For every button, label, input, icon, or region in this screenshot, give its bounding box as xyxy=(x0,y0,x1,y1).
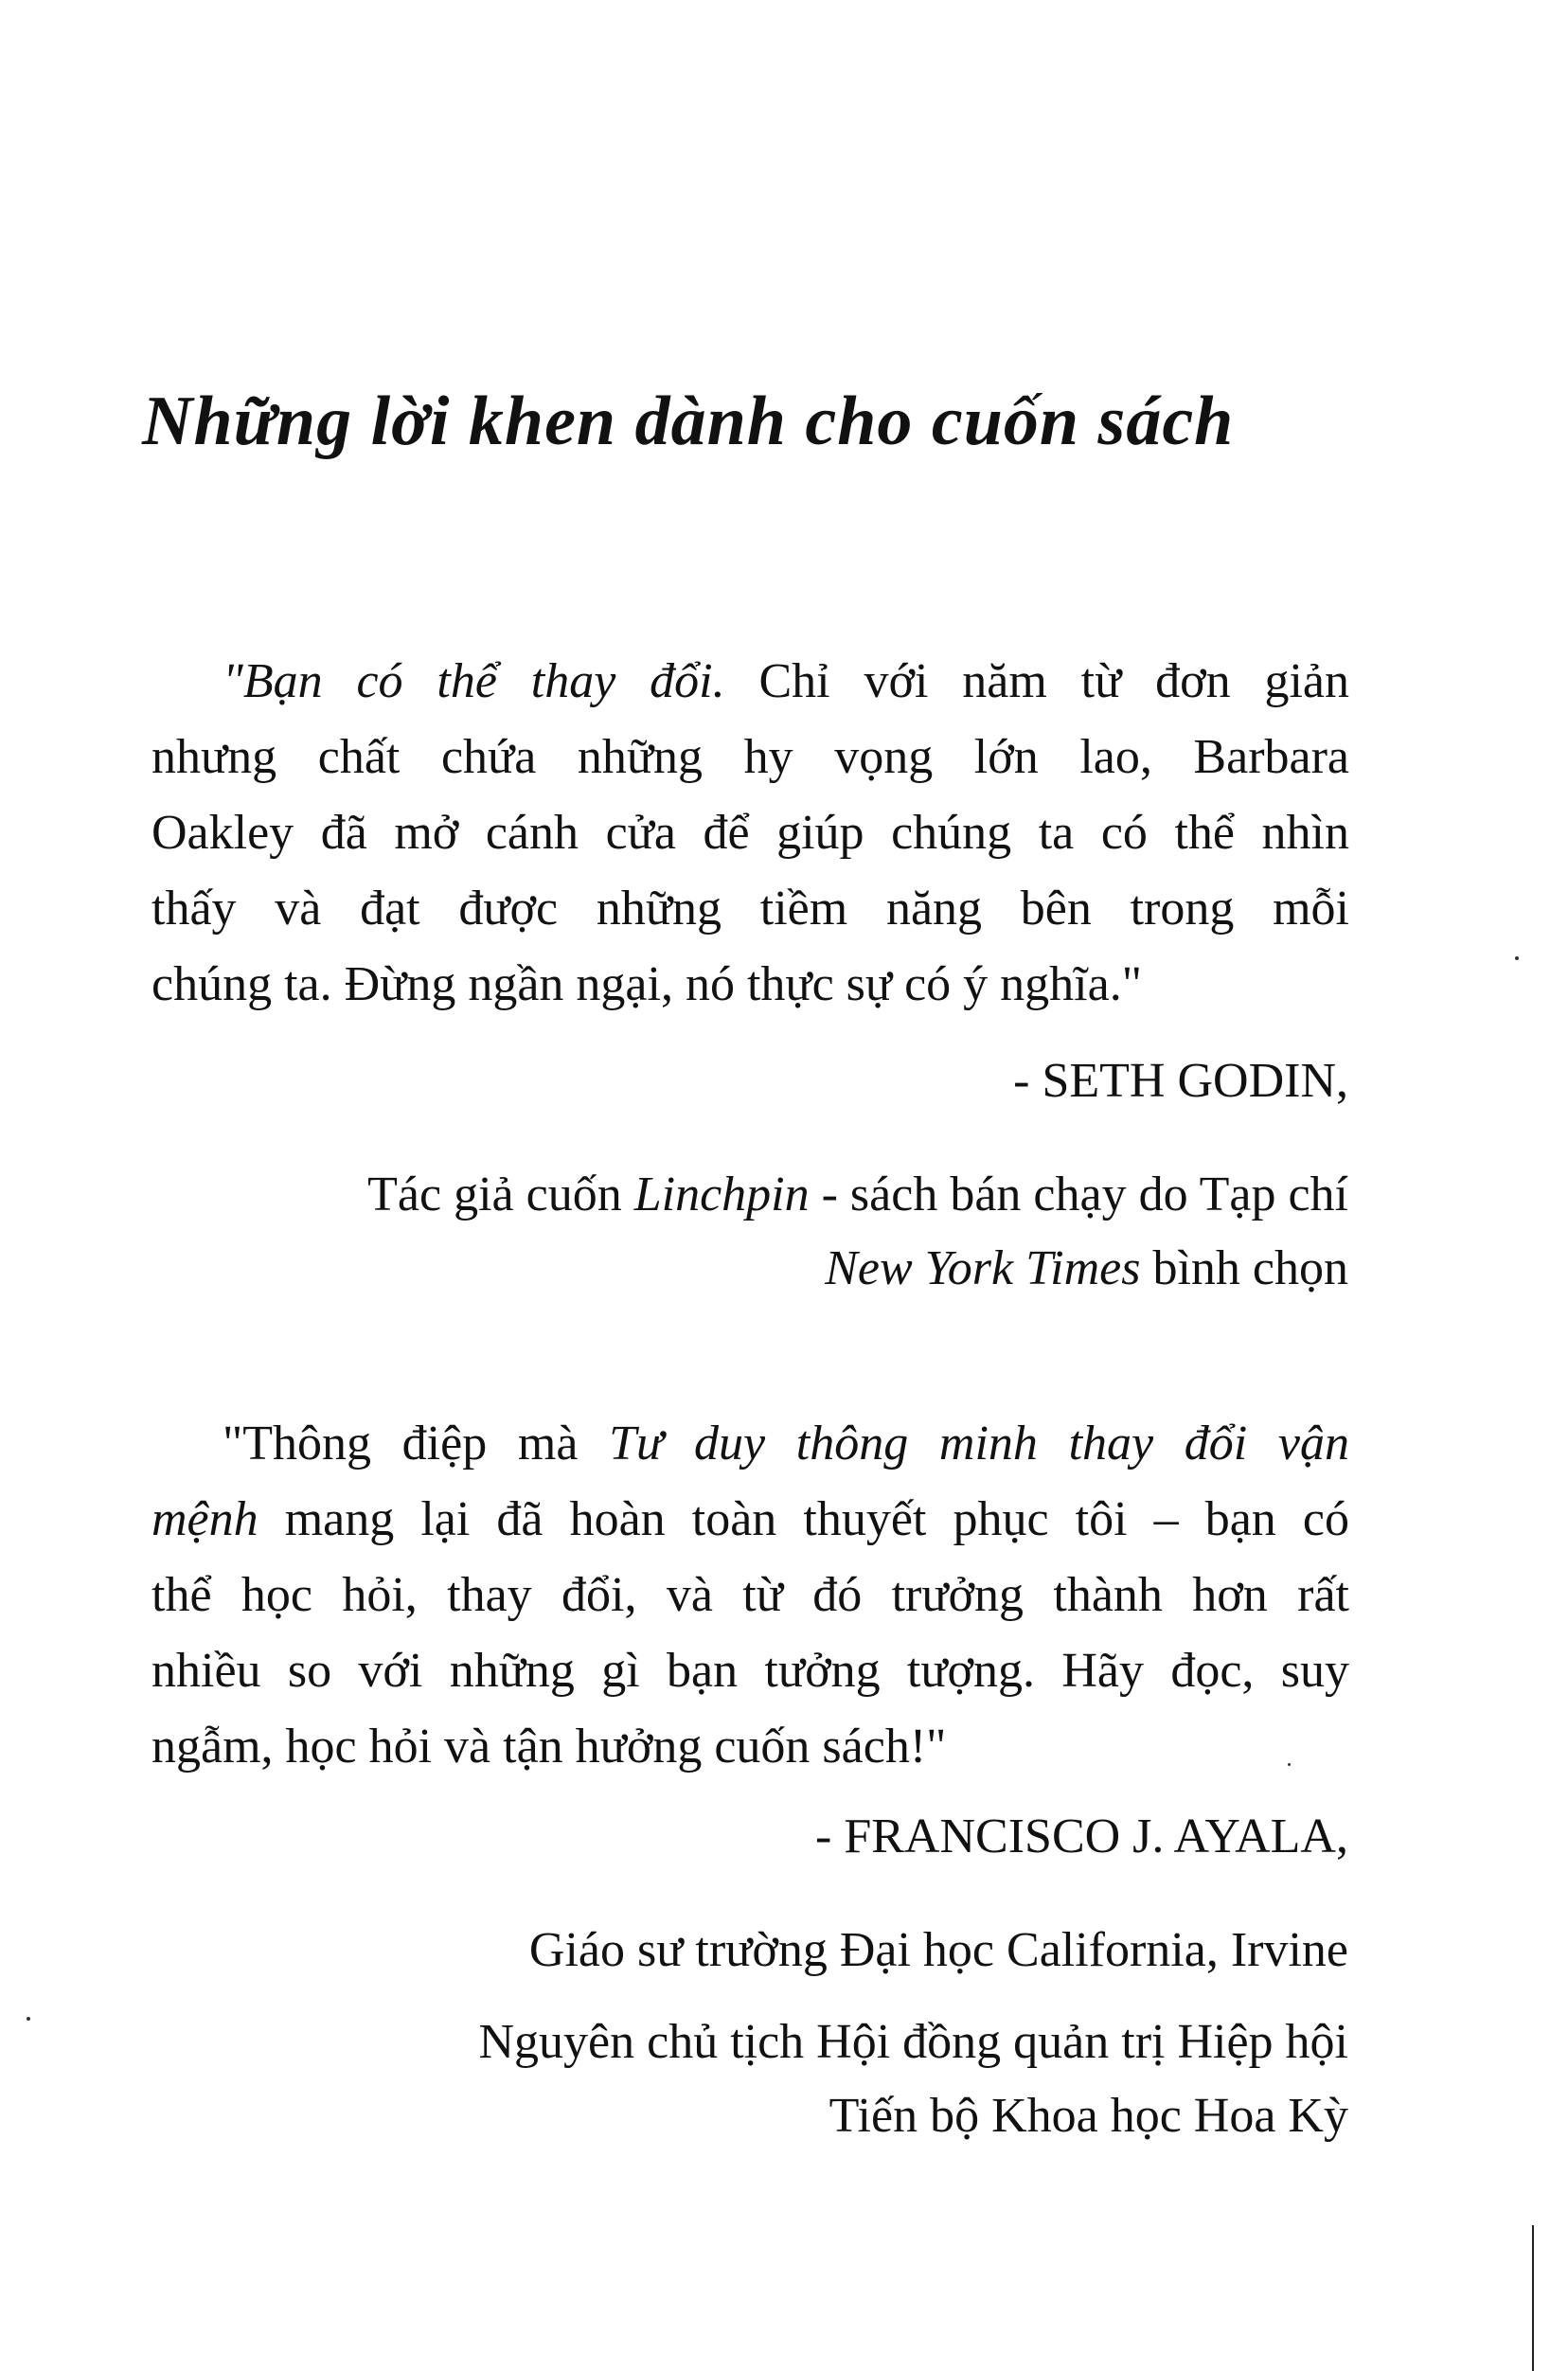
quote-1-line-1-part-1: "Bạn có thể thay đổi. xyxy=(223,654,725,708)
scan-speck xyxy=(27,2017,30,2021)
scan-edge-line xyxy=(1532,2225,1534,2371)
review-2-author: - FRANCISCO J. AYALA, xyxy=(815,1809,1348,1863)
quote-2-line-1 xyxy=(151,1406,1349,1482)
credit-1-part-3: - sách bán chạy do Tạp chí xyxy=(809,1168,1348,1221)
quote-2-line-1-part-1: "Thông điệp mà xyxy=(223,1417,610,1471)
review-2-credit-line-1: Giáo sư trường Đại học California, Irvine xyxy=(528,1923,1348,1977)
review-2-credit-line-2: Nguyên chủ tịch Hội đồng quản trị Hiệp hội xyxy=(478,2015,1348,2069)
scan-speck xyxy=(1515,956,1519,960)
review-1-author: - SETH GODIN, xyxy=(1013,1054,1348,1108)
quote-2-line-2 xyxy=(151,1482,1349,1558)
quote-2-line-3: thể học hỏi, thay đổi, và từ đó trưởng thành hơn rất xyxy=(151,1568,1349,1622)
credit-2-part-2: bình chọn xyxy=(1140,1241,1348,1295)
quote-1-line-3: Oakley đã mở cánh cửa để giúp chúng ta có thể nhìn xyxy=(151,806,1349,860)
quote-2-line-4: nhiều so với những gì bạn tưởng tượng. Hãy đọc, suy xyxy=(151,1644,1349,1698)
quote-1-line-5: chúng ta. Đừng ngần ngại, nó thực sự có ý nghĩa." xyxy=(151,957,1142,1011)
review-quote-1 xyxy=(151,644,1349,1023)
review-2-credit-line-3: Tiến bộ Khoa học Hoa Kỳ xyxy=(829,2089,1348,2143)
page-title: Những lời khen dành cho cuốn sách xyxy=(142,383,1235,460)
quote-2-line-2-part-1: mệnh xyxy=(151,1492,258,1546)
credit-2-part-1: New York Times xyxy=(825,1241,1141,1295)
scan-speck xyxy=(1288,1763,1291,1766)
quote-2-line-5: ngẫm, học hỏi và tận hưởng cuốn sách!" xyxy=(151,1720,947,1774)
quote-2-line-2-part-2: mang lại đã hoàn toàn thuyết phục tôi – bạn có xyxy=(258,1492,1349,1546)
review-1-credit-line-2 xyxy=(825,1231,1348,1307)
credit-1-part-1: Tác giả cuốn xyxy=(367,1168,634,1221)
quote-1-line-1 xyxy=(151,644,1349,720)
quote-1-line-1-part-2: Chỉ với năm từ đơn giản xyxy=(724,654,1349,708)
review-quote-2 xyxy=(151,1406,1349,1785)
review-1-credit-line-1 xyxy=(367,1157,1348,1233)
quote-1-line-4: thấy và đạt được những tiềm năng bên trong mỗi xyxy=(151,882,1349,936)
credit-1-part-2: Linchpin xyxy=(633,1168,810,1221)
quote-1-line-2: nhưng chất chứa những hy vọng lớn lao, Barbara xyxy=(151,730,1349,784)
quote-2-line-1-part-2: Tư duy thông minh thay đổi vận xyxy=(609,1417,1349,1471)
